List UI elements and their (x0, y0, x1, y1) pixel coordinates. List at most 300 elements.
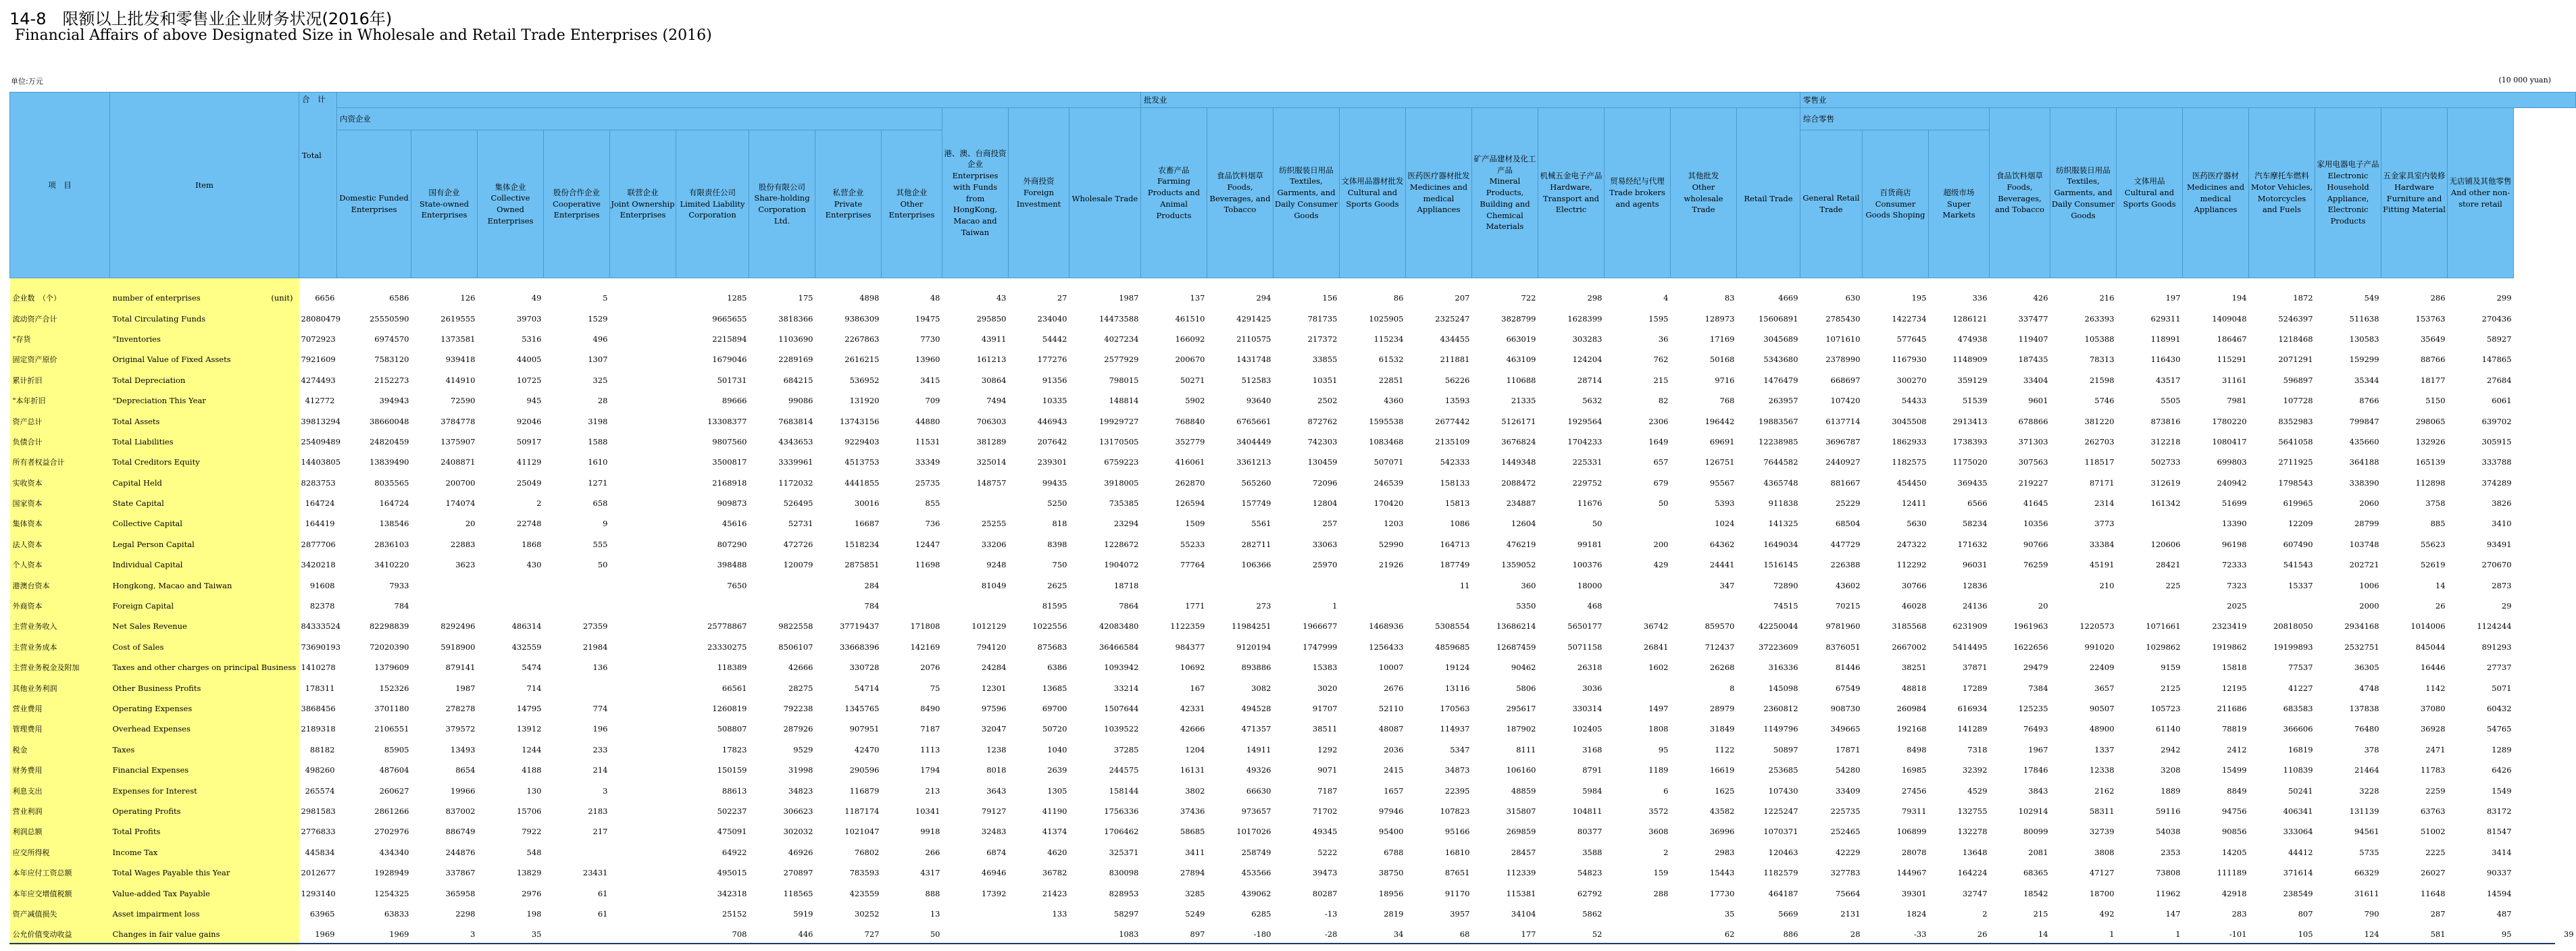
table-cell: 446 (798, 929, 813, 940)
col-ws-9 (1671, 108, 1737, 278)
table-cell: 34873 (1444, 765, 1470, 775)
table-cell: 90766 (2023, 539, 2048, 549)
table-cell: 1422734 (1892, 313, 1927, 324)
col-ws-2-cn: 食品饮料烟草 (1217, 171, 1263, 181)
table-cell: 288 (1653, 888, 1669, 898)
col-rt-5-en: Motor Vehicles, Motorcycles and Fuels (2251, 182, 2313, 215)
table-cell: -33 (1914, 929, 1927, 940)
table-cell: 2289169 (778, 355, 813, 365)
table-cell: 138546 (379, 519, 409, 529)
table-cell (610, 452, 676, 472)
table-cell: 1022556 (1032, 621, 1067, 632)
table-row (10, 924, 2576, 944)
table-cell: 28 (597, 396, 608, 406)
table-cell: 1969 (315, 929, 335, 940)
table-cell: 41129 (516, 457, 542, 467)
table-cell: 32483 (981, 827, 1007, 837)
col-foreign (1009, 108, 1069, 278)
table-cell: 156 (1322, 293, 1338, 303)
table-cell: 100376 (1572, 560, 1602, 570)
table-cell: 28979 (1709, 704, 1735, 713)
table-cell: 178311 (305, 683, 335, 693)
table-cell: 2861266 (374, 806, 409, 816)
table-cell: 338390 (2349, 478, 2379, 488)
table-cell: 63763 (2420, 806, 2446, 816)
table-cell: 2125 (2161, 683, 2181, 693)
table-cell: 59116 (2155, 806, 2181, 816)
table-cell: 1409048 (2212, 313, 2247, 324)
table-cell: 141325 (1768, 519, 1798, 529)
table-cell (942, 493, 1009, 513)
table-cell: 42250044 (1758, 621, 1798, 632)
table-cell: 312619 (2150, 478, 2181, 488)
table-row (10, 842, 2576, 863)
table-cell: 945 (526, 396, 542, 406)
col-domestic-en: Domestic Funded Enterprises (339, 193, 409, 214)
table-cell: 619965 (2283, 498, 2313, 509)
table-cell: 165139 (2415, 457, 2446, 467)
table-cell: 1649034 (1763, 539, 1798, 549)
table-cell: 736 (925, 519, 940, 529)
row-label-cn: 利润总额 (10, 821, 110, 842)
table-row (10, 719, 2576, 739)
col-ws-7 (1538, 108, 1605, 278)
table-cell: 145098 (1768, 683, 1798, 693)
table-cell: 118389 (717, 663, 747, 673)
table-cell: 21926 (1378, 560, 1404, 570)
table-cell: 6 (1663, 786, 1669, 796)
total-header-en: Total (302, 151, 322, 161)
table-cell: 50241 (2288, 786, 2313, 796)
table-cell: 63833 (384, 908, 409, 919)
table-cell: 294 (1256, 293, 1271, 303)
table-row (10, 698, 2576, 719)
total-group-spacer (337, 93, 1141, 108)
table-cell: 38251 (1901, 663, 1927, 673)
table-cell: 33214 (1113, 683, 1139, 693)
table-cell: 119407 (2018, 334, 2048, 344)
table-cell (610, 308, 676, 328)
table-cell (610, 493, 676, 513)
table-cell: 1929564 (1567, 416, 1602, 426)
col-ws-8-cn: 贸易经纪与代理 (1610, 176, 1665, 186)
row-label-en (110, 883, 299, 903)
table-cell: 9807560 (712, 436, 747, 446)
table-cell: 107728 (2283, 396, 2313, 406)
col-gen-2-cn: 超级市场 (1943, 187, 1975, 197)
table-cell: 244575 (1109, 765, 1139, 775)
table-cell: 1961963 (2013, 621, 2048, 632)
table-cell: 333788 (2481, 457, 2512, 467)
table-cell: 8018 (986, 765, 1007, 775)
row-label-en-text: Operating Expenses (112, 704, 193, 713)
table-cell: 5 (603, 293, 608, 303)
col-gen-2-en: Super Markets (1942, 199, 1975, 220)
table-row (10, 904, 2576, 924)
table-cell: 768 (1719, 396, 1735, 406)
table-cell: 872762 (1307, 416, 1338, 426)
table-cell: 453566 (1241, 868, 1271, 878)
table-cell: 307563 (2018, 457, 2048, 467)
table-cell: 54433 (1901, 396, 1927, 406)
table-cell: 171632 (1957, 539, 1988, 549)
table-cell: 325 (592, 375, 608, 385)
table-cell: 2135109 (1435, 436, 1470, 446)
table-cell: 58234 (1962, 519, 1988, 529)
table-cell: 66329 (2354, 868, 2379, 878)
table-cell: 2981583 (301, 806, 336, 816)
table-cell (610, 555, 676, 575)
table-cell: 13912 (516, 724, 542, 734)
table-cell: 5746 (2094, 396, 2115, 406)
table-cell: 1794 (920, 765, 940, 775)
row-label-en (110, 329, 299, 349)
table-cell: 2225 (2425, 847, 2446, 857)
finance-table (9, 92, 2576, 945)
table-cell: 897 (1190, 929, 1205, 940)
col-rt-3-en: Cultural and Sports Goods (2123, 188, 2176, 209)
row-label-en-text: Taxes (112, 744, 135, 754)
table-cell: 1969 (389, 929, 409, 940)
table-cell: 1122359 (1170, 621, 1205, 632)
table-cell: 42666 (788, 663, 813, 673)
table-cell: 225735 (1830, 806, 1861, 816)
table-cell: 369435 (1957, 478, 1988, 488)
table-cell: 4317 (920, 868, 940, 878)
general-retail-header-cn: 综合零售 (1800, 108, 1990, 130)
row-label-en-text: Taxes and other charges on principal Business (112, 663, 297, 673)
table-cell: 14911 (1246, 744, 1271, 754)
table-cell: 83172 (2486, 806, 2512, 816)
table-cell: 2259 (2425, 786, 2446, 796)
table-cell: 258749 (1241, 847, 1271, 857)
table-cell: 472726 (783, 539, 813, 549)
table-cell: 295617 (1506, 704, 1536, 713)
table-cell: 1014006 (2410, 621, 2446, 632)
table-cell: 25409489 (301, 436, 341, 446)
table-cell: 225 (2165, 580, 2181, 590)
table-cell: 72333 (2221, 560, 2247, 570)
table-cell: 762 (1653, 355, 1669, 365)
table-cell: 90507 (2089, 704, 2115, 713)
table-cell: 1771 (1185, 601, 1205, 611)
row-label-cn: 公允价值变动收益 (10, 924, 110, 944)
table-cell: 330728 (849, 663, 880, 673)
table-cell: 1305 (1047, 786, 1067, 796)
table-cell: 91356 (1042, 375, 1067, 385)
row-label-en-text: Cost of Sales (112, 642, 164, 652)
table-cell: 11962 (2155, 888, 2181, 898)
table-cell: 19124 (1444, 663, 1470, 673)
table-cell: 1602 (1648, 663, 1669, 673)
table-cell: 58927 (2486, 334, 2512, 344)
table-cell: 225331 (1572, 457, 1602, 467)
table-cell: 54714 (854, 683, 880, 693)
table-row (10, 740, 2576, 760)
row-label-en-text: Asset impairment loss (112, 908, 200, 919)
table-cell: 36782 (1042, 868, 1067, 878)
table-cell: 69691 (1709, 436, 1735, 446)
table-cell: 35649 (2420, 334, 2446, 344)
table-cell: 76802 (854, 847, 880, 857)
table-cell: 72590 (450, 396, 476, 406)
table-cell: 81446 (1835, 663, 1861, 673)
table-cell: 1518234 (844, 539, 880, 549)
table-cell: 15813 (1444, 498, 1470, 509)
row-label-cn: 固定资产原价 (10, 349, 110, 369)
table-cell: 177 (1521, 929, 1536, 940)
table-cell: 13308377 (707, 416, 747, 426)
table-cell: 2000 (2359, 601, 2379, 611)
table-cell: 196442 (1704, 416, 1735, 426)
table-cell: 33384 (2089, 539, 2115, 549)
table-cell: 6656 (315, 293, 335, 303)
table-cell (610, 677, 676, 698)
table-cell: 270897 (783, 868, 813, 878)
table-cell: 3784778 (440, 416, 476, 426)
row-label-cn: 其他业务利润 (10, 677, 110, 698)
table-cell: -101 (2229, 929, 2247, 940)
table-cell: 4027234 (1104, 334, 1139, 344)
table-cell: 112339 (1506, 868, 1536, 878)
table-cell: 3285 (1185, 888, 1205, 898)
table-cell: 34 (1393, 929, 1404, 940)
col-rt-4-cn: 医药医疗器材 (2192, 171, 2240, 181)
table-cell: 1987 (455, 683, 476, 693)
table-cell: 3339961 (778, 457, 813, 467)
table-cell: 54765 (2486, 724, 2512, 734)
table-cell: 84333524 (301, 621, 341, 632)
table-cell: 286 (2430, 293, 2446, 303)
table-cell: 16131 (1180, 765, 1205, 775)
table-cell: 30252 (854, 908, 880, 919)
table-cell: 3828799 (1501, 313, 1536, 324)
table-cell: 430 (526, 560, 542, 570)
table-cell: 12195 (2221, 683, 2247, 693)
table-cell: 210 (2099, 580, 2115, 590)
row-label-en-text: Total Profits (112, 827, 161, 837)
table-cell: 211881 (1440, 355, 1470, 365)
unit-label-cn: 单位:万元 (11, 77, 43, 86)
row-label-cn: 营业费用 (10, 698, 110, 719)
table-cell: 398488 (717, 560, 747, 570)
table-row (10, 657, 2576, 677)
table-cell: 50168 (1709, 355, 1735, 365)
table-title-en: Financial Affairs of above Designated Size in Wholesale and Retail Trade Enterprises (2016) (15, 27, 712, 44)
table-cell: 82378 (309, 601, 335, 611)
table-cell (1605, 596, 1671, 616)
col-rt-6-cn: 家用电器电子产品 (2317, 159, 2379, 170)
table-cell: 26841 (1643, 642, 1669, 652)
row-label-cn: 外商资本 (10, 596, 110, 616)
table-cell: 471357 (1241, 724, 1271, 734)
table-cell: 133 (1052, 908, 1067, 919)
table-cell: 11531 (915, 436, 940, 446)
table-cell: 5862 (1582, 908, 1602, 919)
table-cell: 3045689 (1763, 334, 1798, 344)
table-cell: 39473 (1312, 868, 1338, 878)
table-cell (610, 288, 676, 308)
table-cell: 15383 (1312, 663, 1338, 673)
row-label-cn: "本年折旧 (10, 390, 110, 411)
table-cell: 14 (2435, 580, 2446, 590)
table-cell: 87171 (2089, 478, 2115, 488)
table-cell: 435660 (2349, 436, 2379, 446)
table-cell: 111189 (2217, 868, 2247, 878)
table-cell: 27684 (2486, 375, 2512, 385)
table-cell: 54442 (1042, 334, 1067, 344)
row-label-en (110, 596, 299, 616)
table-row (10, 677, 2576, 698)
table-cell: 7933 (389, 580, 409, 590)
table-cell: 36742 (1643, 621, 1669, 632)
table-cell: 3500817 (712, 457, 747, 467)
table-cell: 461510 (1175, 313, 1205, 324)
table-cell: 35 (531, 929, 542, 940)
table-cell: 1497 (1648, 704, 1669, 713)
table-cell: 5735 (2359, 847, 2379, 857)
table-row (10, 555, 2576, 575)
table-cell: 1039522 (1104, 724, 1139, 734)
table-cell: 147865 (2481, 355, 2512, 365)
table-cell: 270670 (2481, 560, 2512, 570)
table-cell: 2215894 (712, 334, 747, 344)
table-cell: 1 (2109, 929, 2115, 940)
table-cell (1340, 575, 1406, 595)
table-cell: 5347 (1450, 744, 1470, 754)
table-cell: 43517 (2155, 375, 2181, 385)
table-cell: 9386309 (844, 313, 880, 324)
table-cell: 265574 (305, 786, 335, 796)
table-cell: 13685 (1042, 683, 1067, 693)
table-cell: 1124244 (2477, 621, 2512, 632)
table-cell: 43602 (1835, 580, 1861, 590)
table-cell: 2360812 (1763, 704, 1798, 713)
table-cell: 1289 (2492, 744, 2512, 754)
table-cell: 128973 (1704, 313, 1735, 324)
row-label-cn: 税金 (10, 740, 110, 760)
table-cell: 216 (2099, 293, 2115, 303)
table-cell: 828953 (1109, 888, 1139, 898)
table-cell: 42083480 (1098, 621, 1139, 632)
table-cell: 2081 (2028, 847, 2048, 857)
table-cell: 33404 (2023, 375, 2048, 385)
table-cell: 799847 (2349, 416, 2379, 426)
table-cell: 885 (2430, 519, 2446, 529)
table-cell: 2378990 (1825, 355, 1861, 365)
table-cell: 7072923 (301, 334, 336, 344)
table-cell (1605, 513, 1671, 534)
table-cell: 88613 (722, 786, 747, 796)
table-cell: 5350 (1516, 601, 1536, 611)
table-cell: 1747999 (1303, 642, 1338, 652)
table-cell: 66561 (722, 683, 747, 693)
table-cell: 1780220 (2212, 416, 2247, 426)
table-cell: 80377 (1577, 827, 1602, 837)
table-row (10, 370, 2576, 390)
table-cell: 51539 (1962, 396, 1988, 406)
table-cell: 226388 (1830, 560, 1861, 570)
table-cell: 33063 (1312, 539, 1338, 549)
table-cell: 25550590 (369, 313, 409, 324)
table-cell (610, 719, 676, 739)
table-cell: 3168 (1582, 744, 1602, 754)
table-cell (2117, 513, 2183, 534)
table-cell: 26 (1977, 929, 1988, 940)
table-cell: 17289 (1962, 683, 1988, 693)
col-rt-1-en: Foods, Beverages, and Tobacco (1995, 182, 2045, 215)
table-cell: 55233 (1180, 539, 1205, 549)
table-cell: 3208 (2161, 765, 2181, 775)
table-cell: 1509 (1185, 519, 1205, 529)
table-cell: 105 (2298, 929, 2313, 940)
row-label-cn: 本年应付工资总额 (10, 863, 110, 883)
table-cell: 881667 (1830, 478, 1861, 488)
table-cell: 175 (798, 293, 813, 303)
table-cell: 15499 (2221, 765, 2247, 775)
table-cell: 6788 (1384, 847, 1404, 857)
col-rt-6 (2315, 108, 2381, 278)
table-cell: 1149796 (1763, 724, 1798, 734)
table-cell: 12836 (1962, 580, 1988, 590)
table-cell: 68365 (2023, 868, 2048, 878)
table-cell: 105388 (2084, 334, 2115, 344)
table-cell: 16619 (1709, 765, 1735, 775)
table-cell: 3643 (986, 786, 1007, 796)
table-cell: 9071 (1317, 765, 1338, 775)
table-cell: 15818 (2221, 663, 2247, 673)
table-cell: 1862933 (1892, 436, 1927, 446)
table-cell: 282711 (1241, 539, 1271, 549)
table-cell: 29479 (2023, 663, 2048, 673)
table-cell: 64362 (1709, 539, 1735, 549)
table-cell: 3185568 (1892, 621, 1927, 632)
table-cell: 486314 (511, 621, 542, 632)
col-ws-8-en: Trade brokers and agents (1609, 188, 1665, 209)
table-cell: 44005 (516, 355, 542, 365)
table-cell: 3826 (2492, 498, 2512, 509)
table-cell: 9159 (2161, 663, 2181, 673)
table-cell: 159 (1653, 868, 1669, 878)
table-cell: 92046 (516, 416, 542, 426)
table-cell: 495015 (717, 868, 747, 878)
table-cell: 13593 (1444, 396, 1470, 406)
table-cell: 97596 (981, 704, 1007, 713)
table-cell: 18000 (1577, 580, 1602, 590)
table-cell: 239301 (1037, 457, 1067, 467)
item-header-cn: 项 目 (10, 93, 110, 278)
table-cell: 315807 (1506, 806, 1536, 816)
table-cell: 487604 (379, 765, 409, 775)
table-cell: 263393 (2084, 313, 2115, 324)
table-cell: 76493 (2023, 724, 2048, 734)
table-cell: 167 (1190, 683, 1205, 693)
table-cell (610, 575, 676, 595)
table-cell: 3623 (455, 560, 476, 570)
table-cell: 88766 (2420, 355, 2446, 365)
table-cell: 1293140 (301, 888, 336, 898)
table-cell (1990, 575, 2050, 595)
table-cell: 22851 (1378, 375, 1404, 385)
table-cell: 1359052 (1501, 560, 1536, 570)
col-ws-5-cn: 医药医疗器材批发 (1407, 171, 1470, 181)
col-retail-total (1737, 108, 1800, 278)
table-cell: 37223609 (1758, 642, 1798, 652)
table-cell: 46926 (788, 847, 813, 857)
table-cell: 429 (1653, 560, 1669, 570)
table-cell (610, 740, 676, 760)
table-cell: 19475 (915, 313, 940, 324)
